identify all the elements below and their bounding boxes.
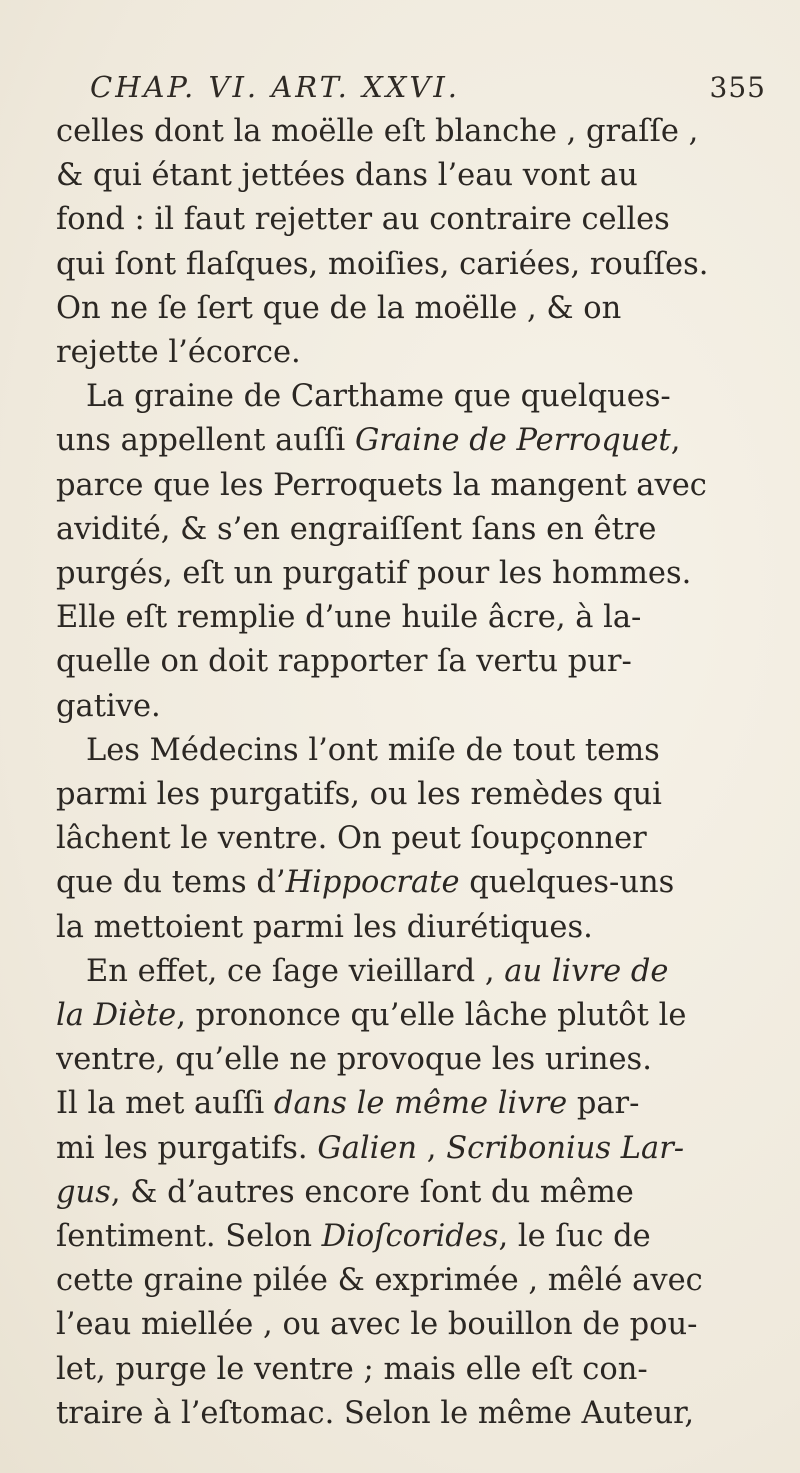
italic-text: au livre de [504, 953, 669, 989]
text-line [56, 994, 766, 1038]
text-segment: celles dont la moëlle eſt blanche , graſſe , [56, 114, 699, 149]
text-segment: purgés, eſt un purgatif pour les hommes. [56, 556, 692, 592]
text-segment: avidité, & s’en engraiſſent ſans en être [56, 511, 657, 547]
text-segment: En effet, ce ſage vieillard , [86, 953, 505, 989]
text-segment: , [417, 1130, 447, 1166]
text-segment: traire à l’eſtomac. Selon le même Auteur, [56, 1395, 695, 1431]
text-line [56, 1303, 766, 1347]
text-line [56, 154, 766, 198]
text-line [56, 817, 766, 861]
text-segment: ſentiment. Selon [56, 1219, 322, 1255]
text-segment: la mettoient parmi les diurétiques. [56, 909, 593, 945]
text-segment: cette graine pilée & exprimée , mêlé avec [56, 1263, 703, 1299]
text-segment: parmi les purgatifs, ou les remèdes qui [56, 777, 662, 813]
italic-text: la Diète [56, 998, 177, 1034]
text-line [56, 1392, 766, 1436]
text-segment: , prononce qu’elle lâche plutôt le [176, 998, 687, 1034]
text-line [56, 1082, 766, 1126]
text-line [56, 552, 766, 596]
text-line [56, 596, 766, 640]
text-segment: que du tems d’ [56, 865, 286, 901]
page-number: 355 [709, 71, 766, 104]
text-line [56, 331, 766, 375]
running-head: CHAP. VI. ART. XXVI. [90, 70, 461, 104]
text-line [56, 110, 766, 154]
text-segment: fond : il faut rejetter au contraire celles [56, 202, 670, 238]
text-segment: lâchent le ventre. On peut ſoupçonner [56, 821, 647, 857]
text-segment: gative. [56, 688, 161, 724]
text-segment: Elle eſt remplie d’une huile âcre, à la- [56, 600, 642, 636]
text-segment: , & d’autres encore ſont du même [110, 1174, 634, 1210]
text-line [56, 1348, 766, 1392]
text-line [56, 906, 766, 950]
italic-text: dans le même livre [273, 1086, 568, 1122]
text-line [56, 640, 766, 684]
text-line [56, 773, 766, 817]
text-line [56, 198, 766, 242]
running-header [90, 70, 766, 104]
text-line [56, 1259, 766, 1303]
italic-text: Graine de Perroquet [354, 423, 671, 459]
italic-text: Hippocrate [285, 865, 460, 901]
text-segment: let, purge le ventre ; mais elle eſt con- [56, 1351, 648, 1387]
italic-text: gus [56, 1174, 111, 1210]
text-line [56, 508, 766, 552]
text-segment: , le ſuc de [498, 1219, 651, 1255]
text-segment: mi les purgatifs. [56, 1130, 318, 1166]
text-line [56, 375, 766, 419]
text-line [56, 950, 766, 994]
text-segment: La graine de Carthame que quelques- [86, 379, 671, 415]
italic-text: Dioſcorides [321, 1219, 499, 1255]
italic-text: Galien [317, 1130, 418, 1166]
text-line [56, 464, 766, 508]
body-text [56, 110, 766, 1436]
text-segment: quelques-uns [459, 865, 675, 901]
text-segment: Les Médecins l’ont miſe de tout tems [86, 732, 660, 768]
text-line [56, 685, 766, 729]
book-page [56, 70, 766, 1436]
text-line [56, 1215, 766, 1259]
text-line [56, 1127, 766, 1171]
text-segment: & qui étant jettées dans l’eau vont au [56, 158, 638, 194]
text-segment: uns appellent auſſi [56, 423, 355, 459]
text-line [56, 1171, 766, 1215]
text-line [56, 861, 766, 905]
text-line [56, 729, 766, 773]
italic-text: Scribonius Lar- [446, 1130, 685, 1166]
text-segment: qui ſont flaſques, moiſies, cariées, rouſſes. [56, 246, 709, 282]
text-segment: rejette l’écorce. [56, 335, 301, 371]
text-segment: ventre, qu’elle ne provoque les urines. [56, 1042, 652, 1078]
text-segment: , [670, 423, 681, 459]
text-segment: Il la met auſſi [56, 1086, 274, 1122]
text-segment: quelle on doit rapporter ſa vertu pur- [56, 644, 632, 680]
text-segment: par- [567, 1086, 640, 1122]
text-line [56, 287, 766, 331]
text-line [56, 243, 766, 287]
text-line [56, 419, 766, 463]
text-line [56, 1038, 766, 1082]
text-segment: parce que les Perroquets la mangent avec [56, 467, 707, 503]
text-segment: l’eau miellée , ou avec le bouillon de pou- [56, 1307, 698, 1343]
text-segment: On ne ſe ſert que de la moëlle , & on [56, 290, 622, 326]
